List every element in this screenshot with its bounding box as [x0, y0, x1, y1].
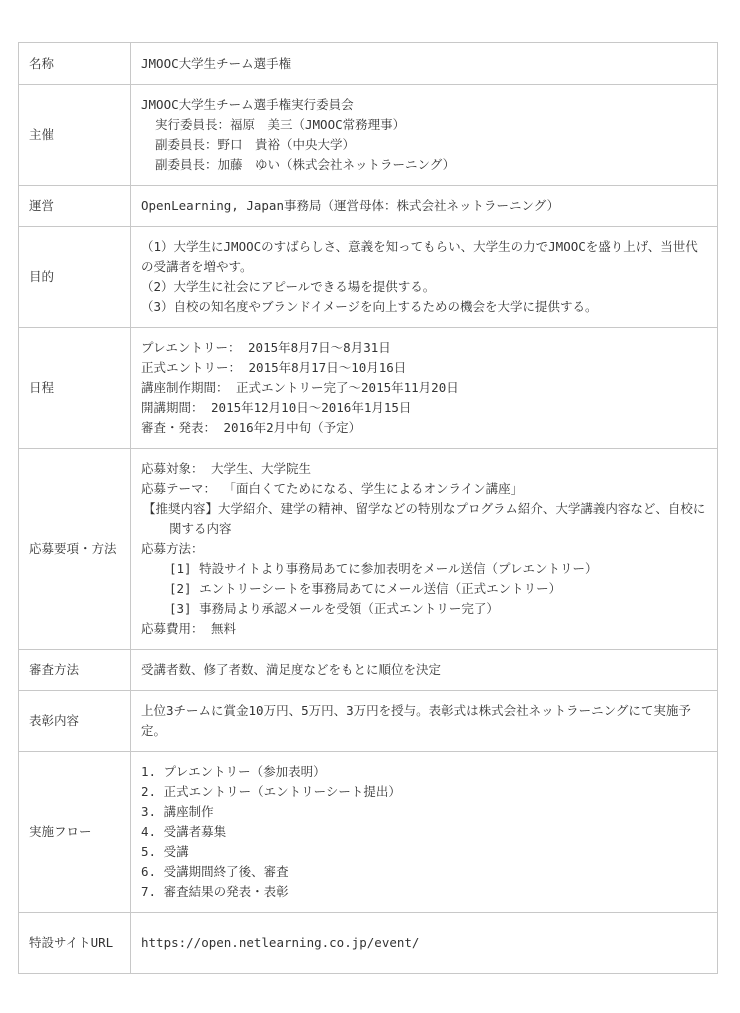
value-line: 応募費用： 無料 — [141, 621, 237, 636]
row-value — [131, 752, 718, 913]
row-label: 日程 — [19, 328, 131, 449]
row-label: 応募要項・方法 — [19, 449, 131, 650]
value-line: JMOOC大学生チーム選手権 — [141, 55, 292, 71]
value-line: 正式エントリー： 2015年8月17日～10月16日 — [141, 360, 407, 375]
table-row-purpose — [19, 227, 718, 328]
value-line: 5. 受講 — [141, 844, 189, 859]
value-line: 副委員長：加藤 ゆい（株式会社ネットラーニング） — [155, 157, 456, 172]
row-label: 実施フロー — [19, 752, 131, 913]
value-line: [3] 事務局より承認メールを受領（正式エントリー完了） — [169, 601, 499, 616]
row-value — [131, 650, 718, 691]
value-line: 【推奨内容】大学紹介、建学の精神、留学などの特別なプログラム紹介、大学講義内容など、自校に関する内容 — [143, 501, 706, 536]
info-table — [18, 42, 718, 974]
table-row-site-url — [19, 913, 718, 974]
table-row-review — [19, 650, 718, 691]
table-row-award — [19, 691, 718, 752]
value-line: OpenLearning, Japan事務局（運営母体：株式会社ネットラーニング） — [141, 198, 560, 213]
value-line: 応募テーマ： 「面白くてためになる、学生によるオンライン講座」 — [141, 481, 524, 496]
row-value — [131, 43, 718, 85]
value-line: 上位3チームに賞金10万円、5万円、3万円を授与。表彰式は株式会社ネットラーニングにて実施予定。 — [141, 703, 691, 738]
value-line: 受講者数、修了者数、満足度などをもとに順位を決定 — [141, 662, 442, 677]
row-label: 目的 — [19, 227, 131, 328]
value-line: 副委員長：野口 貴裕（中央大学） — [155, 137, 356, 152]
value-line: 実行委員長：福原 美三（JMOOC常務理事） — [155, 117, 406, 132]
row-label: 表彰内容 — [19, 691, 131, 752]
row-value — [131, 186, 718, 227]
value-line: 1. プレエントリー（参加表明） — [141, 764, 326, 779]
row-label: 特設サイトURL — [19, 913, 131, 974]
table-row-schedule — [19, 328, 718, 449]
row-label: 主催 — [19, 85, 131, 186]
value-line: [1] 特設サイトより事務局あてに参加表明をメール送信（プレエントリー） — [169, 561, 598, 576]
table-row-organizer — [19, 85, 718, 186]
value-line: [2] エントリーシートを事務局あてにメール送信（正式エントリー） — [169, 581, 562, 596]
value-line: プレエントリー： 2015年8月7日～8月31日 — [141, 340, 391, 355]
row-value — [131, 227, 718, 328]
value-line: JMOOC大学生チーム選手権実行委員会 — [141, 97, 354, 112]
value-line: 3. 講座制作 — [141, 804, 214, 819]
value-line: （1）大学生にJMOOCのすばらしさ、意義を知ってもらい、大学生の力でJMOOCを盛り上げ、当世代の受講者を増やす。 — [141, 239, 698, 274]
row-value — [131, 449, 718, 650]
value-line: 7. 審査結果の発表・表彰 — [141, 884, 289, 899]
row-label: 名称 — [19, 43, 131, 85]
row-label: 運営 — [19, 186, 131, 227]
value-line: 審査・発表： 2016年2月中旬（予定） — [141, 420, 362, 435]
value-line: （3）自校の知名度やブランドイメージを向上するための機会を大学に提供する。 — [141, 299, 598, 314]
value-line: 応募方法： — [141, 541, 204, 556]
row-value — [131, 85, 718, 186]
row-value — [131, 328, 718, 449]
value-line: 4. 受講者募集 — [141, 824, 227, 839]
table-row-application — [19, 449, 718, 650]
value-line: 2. 正式エントリー（エントリーシート提出） — [141, 784, 401, 799]
table-row-name — [19, 43, 718, 85]
value-line: 開講期間： 2015年12月10日～2016年1月15日 — [141, 400, 412, 415]
table-row-flow — [19, 752, 718, 913]
value-line: 6. 受講期間終了後、審査 — [141, 864, 289, 879]
row-value — [131, 691, 718, 752]
value-line: 応募対象： 大学生、大学院生 — [141, 461, 312, 476]
row-label: 審査方法 — [19, 650, 131, 691]
row-value — [131, 913, 718, 974]
table-row-operation — [19, 186, 718, 227]
value-line: （2）大学生に社会にアピールできる場を提供する。 — [141, 279, 436, 294]
site-url-link[interactable]: https://open.netlearning.co.jp/event/ — [141, 935, 420, 950]
value-line: 講座制作期間： 正式エントリー完了～2015年11月20日 — [141, 380, 459, 395]
